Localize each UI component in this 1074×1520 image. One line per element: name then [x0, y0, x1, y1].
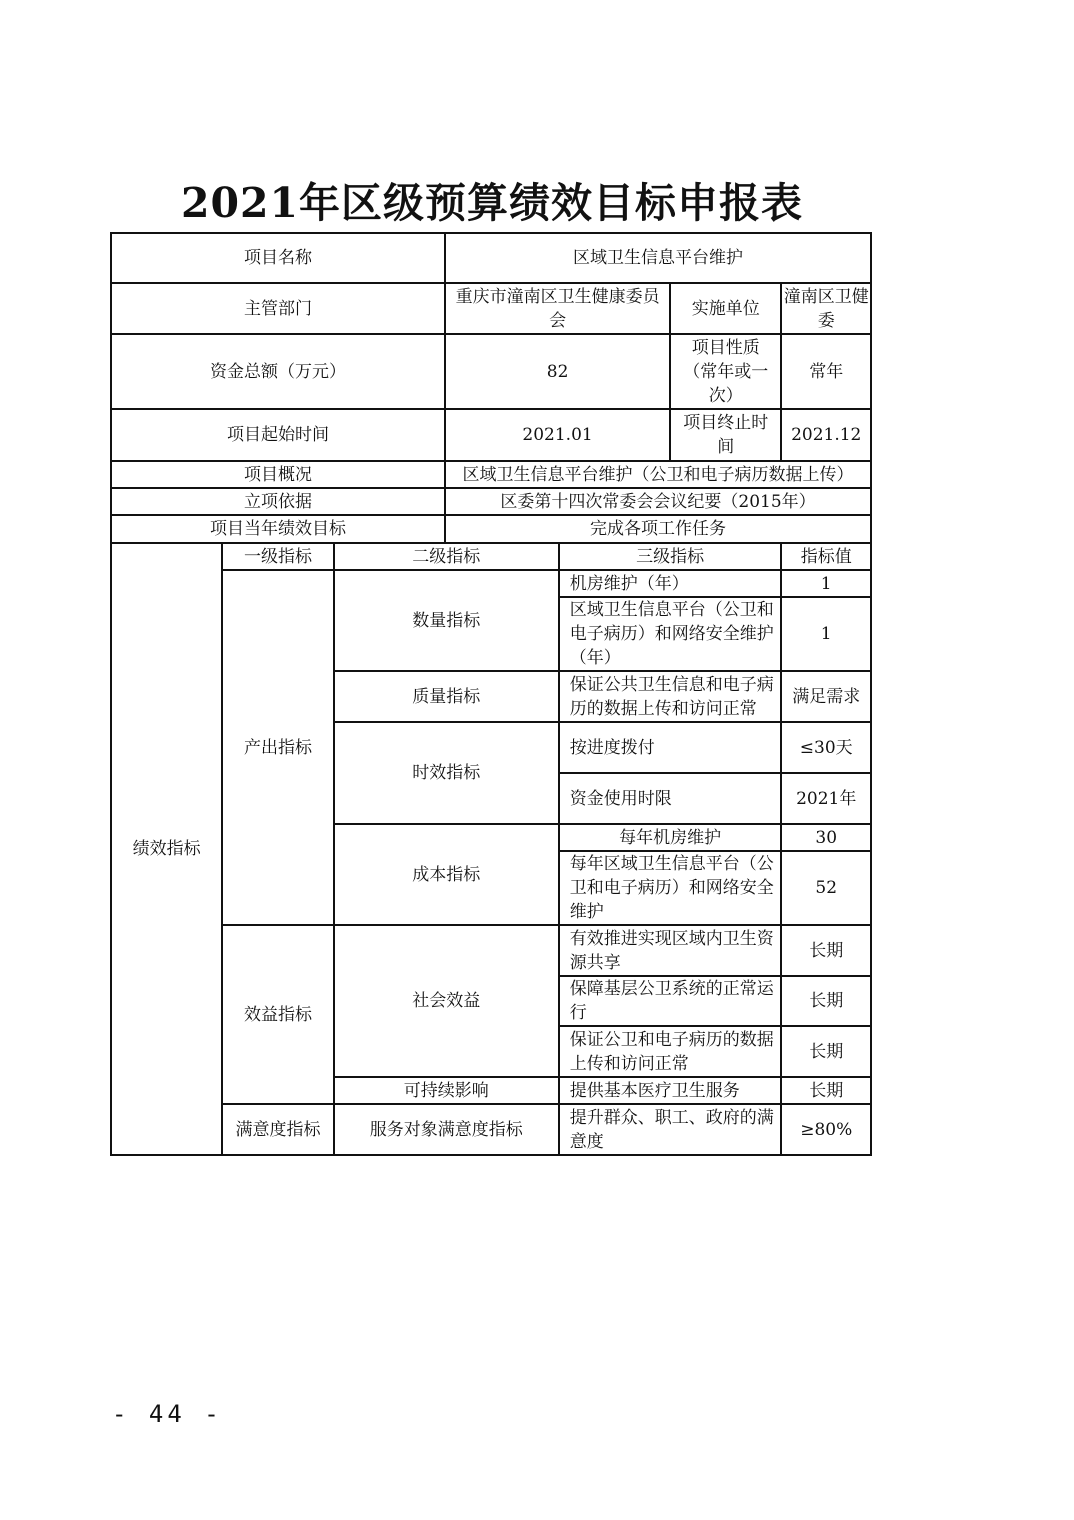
overview-value: 区域卫生信息平台维护（公卫和电子病历数据上传）: [445, 461, 871, 488]
project-name-value: 区域卫生信息平台维护: [445, 233, 871, 283]
c2-value: 52: [781, 851, 871, 925]
service-satisfaction-label: 服务对象满意度指标: [334, 1104, 559, 1155]
fund-label: 资金总额（万元）: [111, 334, 445, 409]
satisfaction-indicator-label: 满意度指标: [222, 1104, 333, 1155]
overview-label: 项目概况: [111, 461, 445, 488]
q1-value: 1: [781, 570, 871, 597]
start-value: 2021.01: [445, 409, 670, 461]
s1-value: 长期: [781, 925, 871, 976]
basis-value: 区委第十四次常委会会议纪要（2015年）: [445, 488, 871, 515]
goal-label: 项目当年绩效目标: [111, 515, 445, 543]
goal-value: 完成各项工作任务: [445, 515, 871, 543]
c1-value: 30: [781, 824, 871, 851]
fund-value: 82: [445, 334, 670, 409]
q2-value: 1: [781, 597, 871, 671]
nature-value: 常年: [781, 334, 871, 409]
start-label: 项目起始时间: [111, 409, 445, 461]
ql1-value: 满足需求: [781, 671, 871, 722]
q2-name: 区域卫生信息平台（公卫和电子病历）和网络安全维护（年）: [559, 597, 782, 671]
s2-name: 保障基层公卫系统的正常运行: [559, 976, 782, 1026]
indicators-section-label: 绩效指标: [111, 543, 222, 1155]
col-level2-header: 二级指标: [334, 543, 559, 570]
sa1-name: 提升群众、职工、政府的满意度: [559, 1104, 782, 1155]
col-value-header: 指标值: [781, 543, 871, 570]
dept-value: 重庆市潼南区卫生健康委员会: [445, 283, 670, 334]
sustain-label: 可持续影响: [334, 1077, 559, 1104]
basis-label: 立项依据: [111, 488, 445, 515]
cost-indicator-label: 成本指标: [334, 824, 559, 925]
time-indicator-label: 时效指标: [334, 722, 559, 824]
end-label: 项目终止时间: [670, 409, 781, 461]
budget-form-table: [110, 232, 872, 1156]
output-indicator-label: 产出指标: [222, 570, 333, 925]
nature-label: 项目性质（常年或一次）: [670, 334, 781, 409]
c2-name: 每年区域卫生信息平台（公卫和电子病历）和网络安全维护: [559, 851, 782, 925]
quality-indicator-label: 质量指标: [334, 671, 559, 722]
s2-value: 长期: [781, 976, 871, 1026]
ql1-name: 保证公共卫生信息和电子病历的数据上传和访问正常: [559, 671, 782, 722]
page-title: 2021年区级预算绩效目标申报表: [180, 179, 804, 227]
impl-value: 潼南区卫健委: [781, 283, 871, 334]
dept-label: 主管部门: [111, 283, 445, 334]
end-value: 2021.12: [781, 409, 871, 461]
col-level1-header: 一级指标: [222, 543, 333, 570]
s1-name: 有效推进实现区域内卫生资源共享: [559, 925, 782, 976]
social-benefit-label: 社会效益: [334, 925, 559, 1077]
su1-value: 长期: [781, 1077, 871, 1104]
s3-value: 长期: [781, 1026, 871, 1077]
t1-name: 按进度拨付: [559, 722, 782, 773]
t1-value: ≤30天: [781, 722, 871, 773]
q1-name: 机房维护（年）: [559, 570, 782, 597]
quantity-indicator-label: 数量指标: [334, 570, 559, 671]
col-level3-header: 三级指标: [559, 543, 782, 570]
su1-name: 提供基本医疗卫生服务: [559, 1077, 782, 1104]
s3-name: 保证公卫和电子病历的数据上传和访问正常: [559, 1026, 782, 1077]
impl-label: 实施单位: [670, 283, 781, 334]
project-name-label: 项目名称: [111, 233, 445, 283]
t2-value: 2021年: [781, 773, 871, 824]
t2-name: 资金使用时限: [559, 773, 782, 824]
benefit-indicator-label: 效益指标: [222, 925, 333, 1104]
c1-name: 每年机房维护: [559, 824, 782, 851]
page-number: - 44 -: [112, 1400, 223, 1428]
sa1-value: ≥80%: [781, 1104, 871, 1155]
